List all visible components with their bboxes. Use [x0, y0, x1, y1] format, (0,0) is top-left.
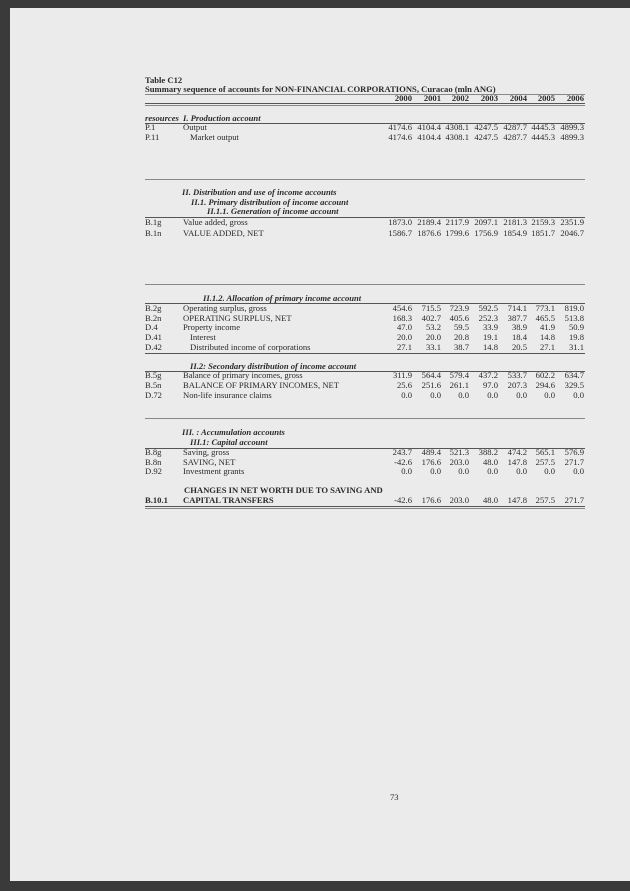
row-label: Balance of primary incomes, gross: [183, 370, 303, 380]
table-cell: 20.0: [425, 332, 441, 342]
row-code: B.5n: [145, 380, 162, 390]
table-cell: 31.1: [568, 342, 584, 352]
table-rule: [145, 217, 585, 218]
table-cell: 18.4: [511, 332, 527, 342]
table-cell: -42.6: [394, 495, 412, 505]
table-cell: 1799.6: [445, 228, 469, 238]
row-code: B.5g: [145, 370, 162, 380]
table-cell: 634.7: [564, 370, 584, 380]
table-rule: [145, 284, 585, 285]
row-code: B.10.1: [145, 495, 168, 505]
table-cell: 4308.1: [445, 122, 469, 132]
table-cell: 1851.7: [531, 228, 555, 238]
table-cell: 257.5: [535, 457, 555, 467]
table-cell: 0.0: [487, 466, 498, 476]
table-cell: 564.4: [421, 370, 441, 380]
table-cell: 521.3: [449, 447, 469, 457]
table-cell: 2181.3: [503, 217, 527, 227]
table-cell: 1854.9: [503, 228, 527, 238]
section-heading: CHANGES IN NET WORTH DUE TO SAVING AND: [184, 485, 383, 495]
table-cell: 454.6: [392, 303, 412, 313]
row-code: D.72: [145, 390, 162, 400]
row-code: P.1: [145, 122, 156, 132]
row-label: Non-life insurance claims: [183, 390, 272, 400]
row-label: CAPITAL TRANSFERS: [183, 495, 274, 505]
table-cell: 147.8: [507, 457, 527, 467]
section-heading: III.1: Capital account: [190, 437, 268, 447]
row-label: VALUE ADDED, NET: [183, 228, 264, 238]
row-code: B.2g: [145, 303, 162, 313]
table-cell: 147.8: [507, 495, 527, 505]
row-label: Operating surplus, gross: [183, 303, 267, 313]
table-cell: 25.6: [396, 380, 412, 390]
table-cell: 50.9: [568, 322, 584, 332]
table-cell: 97.0: [482, 380, 498, 390]
table-cell: 20.0: [396, 332, 412, 342]
table-cell: 0.0: [401, 390, 412, 400]
table-cell: 723.9: [449, 303, 469, 313]
row-label: Output: [183, 122, 207, 132]
table-cell: 0.0: [516, 466, 527, 476]
table-cell: 4247.5: [474, 122, 498, 132]
row-label: BALANCE OF PRIMARY INCOMES, NET: [183, 380, 340, 390]
section-heading: II.1.2. Allocation of primary income account: [203, 293, 362, 303]
table-rule: [145, 103, 585, 106]
table-cell: 4899.3: [560, 132, 584, 142]
table-cell: 402.7: [421, 313, 441, 323]
row-label: SAVING, NET: [183, 457, 236, 467]
year-header: 2002: [451, 93, 469, 103]
table-cell: 592.5: [478, 303, 498, 313]
table-rule: [145, 418, 585, 419]
section-heading: II.2: Secondary distribution of income account: [190, 361, 357, 371]
table-cell: 271.7: [564, 495, 584, 505]
table-cell: 387.7: [507, 313, 527, 323]
year-header: 2006: [566, 93, 584, 103]
table-cell: 20.5: [511, 342, 527, 352]
table-cell: 576.9: [564, 447, 584, 457]
table-cell: 251.6: [421, 380, 441, 390]
table-cell: 0.0: [544, 390, 555, 400]
table-cell: 0.0: [430, 466, 441, 476]
table-cell: 261.1: [449, 380, 469, 390]
row-label: Value added, gross: [183, 217, 248, 227]
table-cell: 0.0: [401, 466, 412, 476]
table-cell: 715.5: [421, 303, 441, 313]
table-cell: 20.8: [453, 332, 469, 342]
table-cell: 405.6: [449, 313, 469, 323]
table-cell: 0.0: [487, 390, 498, 400]
table-cell: 4104.4: [417, 122, 441, 132]
row-label: Market output: [190, 132, 239, 142]
table-cell: 4899.3: [560, 122, 584, 132]
row-code: B.2n: [145, 313, 162, 323]
year-header: 2000: [394, 93, 412, 103]
row-label: Property income: [183, 322, 241, 332]
table-cell: 47.0: [396, 322, 412, 332]
table-cell: 4104.4: [417, 132, 441, 142]
table-cell: 168.3: [392, 313, 412, 323]
table-cell: 4445.3: [531, 132, 555, 142]
table-cell: 252.3: [478, 313, 498, 323]
table-cell: 474.2: [507, 447, 527, 457]
table-cell: 773.1: [535, 303, 555, 313]
table-cell: 533.7: [507, 370, 527, 380]
table-cell: 48.0: [482, 457, 498, 467]
table-cell: 0.0: [516, 390, 527, 400]
table-rule: [145, 303, 585, 304]
table-cell: 14.8: [539, 332, 555, 342]
section-heading: I. Production account: [183, 113, 261, 123]
table-cell: 819.0: [564, 303, 584, 313]
table-cell: 27.1: [539, 342, 555, 352]
table-cell: 19.1: [482, 332, 498, 342]
table-cell: 437.2: [478, 370, 498, 380]
year-header: 2003: [480, 93, 498, 103]
table-cell: -42.6: [394, 457, 412, 467]
table-cell: 2351.9: [560, 217, 584, 227]
table-cell: 4308.1: [445, 132, 469, 142]
table-cell: 388.2: [478, 447, 498, 457]
table-cell: 0.0: [458, 390, 469, 400]
table-cell: 2117.9: [445, 217, 469, 227]
row-label: Saving, gross: [183, 447, 230, 457]
year-header: 2004: [509, 93, 527, 103]
table-rule: [145, 179, 585, 180]
row-code: B.1n: [145, 228, 162, 238]
table-cell: 176.6: [421, 457, 441, 467]
table-cell: 38.7: [453, 342, 469, 352]
table-cell: 0.0: [458, 466, 469, 476]
table-cell: 53.2: [425, 322, 441, 332]
row-code: B.8g: [145, 447, 162, 457]
table-id: Table C12: [145, 75, 183, 85]
row-code: D.92: [145, 466, 162, 476]
table-cell: 311.9: [392, 370, 412, 380]
table-cell: 513.8: [564, 313, 584, 323]
table-cell: 714.1: [507, 303, 527, 313]
row-code: D.4: [145, 322, 158, 332]
table-cell: 1876.6: [417, 228, 441, 238]
resources-label: resources: [145, 113, 179, 123]
table-cell: 2046.7: [560, 228, 584, 238]
table-cell: 207.3: [507, 380, 527, 390]
table-cell: 4174.6: [388, 132, 412, 142]
section-heading: III. : Accumulation accounts: [182, 427, 285, 437]
row-code: B.8n: [145, 457, 162, 467]
table-cell: 203.0: [449, 457, 469, 467]
table-cell: 0.0: [544, 466, 555, 476]
section-heading: II.1.1. Generation of income account: [207, 206, 339, 216]
table-cell: 294.6: [535, 380, 555, 390]
table-cell: 4247.5: [474, 132, 498, 142]
row-label: Interest: [190, 332, 216, 342]
table-rule: [145, 353, 585, 354]
table-cell: 465.5: [535, 313, 555, 323]
table-title: Summary sequence of accounts for NON-FINANCIAL CORPORATIONS, Curacao (mln ANG): [145, 84, 496, 94]
table-cell: 1756.9: [474, 228, 498, 238]
table-cell: 579.4: [449, 370, 469, 380]
table-cell: 176.6: [421, 495, 441, 505]
row-code: P.11: [145, 132, 160, 142]
table-cell: 19.8: [568, 332, 584, 342]
table-cell: 257.5: [535, 495, 555, 505]
table-rule: [145, 506, 585, 509]
table-cell: 4287.7: [503, 122, 527, 132]
section-heading: II.1. Primary distribution of income account: [191, 197, 349, 207]
row-label: Investment grants: [183, 466, 245, 476]
row-code: D.42: [145, 342, 162, 352]
table-cell: 0.0: [430, 390, 441, 400]
table-cell: 0.0: [573, 466, 584, 476]
table-cell: 59.5: [453, 322, 469, 332]
table-cell: 271.7: [564, 457, 584, 467]
table-cell: 38.9: [511, 322, 527, 332]
table-cell: 2097.1: [474, 217, 498, 227]
row-code: B.1g: [145, 217, 162, 227]
year-header: 2001: [423, 93, 441, 103]
table-cell: 1586.7: [388, 228, 412, 238]
table-cell: 243.7: [392, 447, 412, 457]
table-cell: 329.5: [564, 380, 584, 390]
document-page: [10, 8, 630, 881]
table-rule: [145, 448, 585, 449]
table-cell: 1873.0: [388, 217, 412, 227]
table-cell: 565.1: [535, 447, 555, 457]
page-number: 73: [390, 792, 399, 802]
table-cell: 41.9: [539, 322, 555, 332]
year-header: 2005: [537, 93, 555, 103]
table-cell: 602.2: [535, 370, 555, 380]
table-cell: 27.1: [396, 342, 412, 352]
table-cell: 33.1: [425, 342, 441, 352]
table-cell: 4174.6: [388, 122, 412, 132]
section-heading: II. Distribution and use of income accounts: [182, 187, 337, 197]
table-cell: 4445.3: [531, 122, 555, 132]
row-label: OPERATING SURPLUS, NET: [183, 313, 292, 323]
table-cell: 0.0: [573, 390, 584, 400]
table-cell: 4287.7: [503, 132, 527, 142]
table-cell: 33.9: [482, 322, 498, 332]
table-cell: 2189.4: [417, 217, 441, 227]
table-cell: 14.8: [482, 342, 498, 352]
row-label: Distributed income of corporations: [190, 342, 311, 352]
table-cell: 2159.3: [531, 217, 555, 227]
table-cell: 489.4: [421, 447, 441, 457]
table-rule: [145, 371, 585, 372]
row-code: D.41: [145, 332, 162, 342]
table-cell: 48.0: [482, 495, 498, 505]
table-cell: 203.0: [449, 495, 469, 505]
